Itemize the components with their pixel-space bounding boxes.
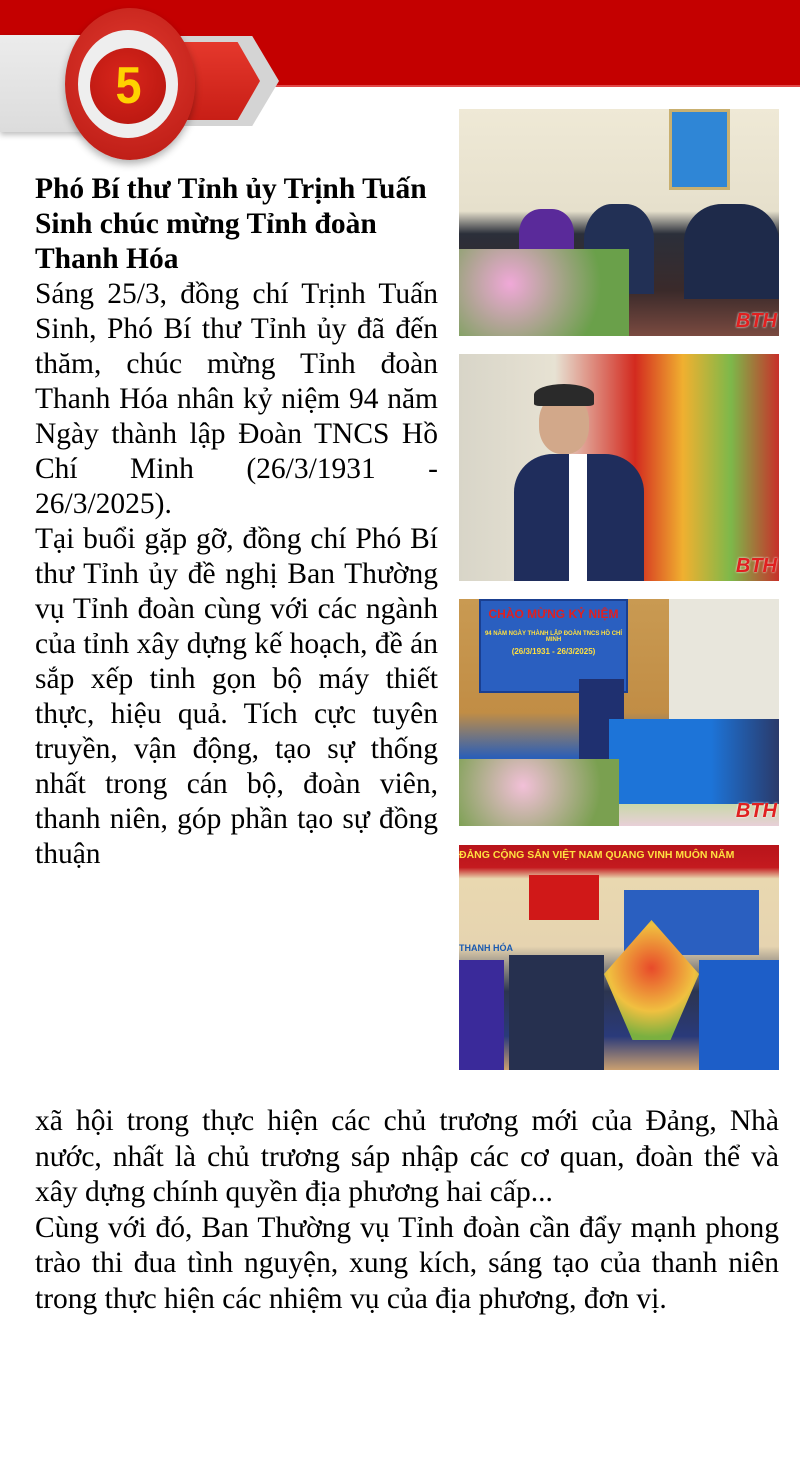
lotus-flowers: [459, 759, 619, 826]
lotus-flowers: [459, 249, 629, 336]
section-number-badge: [90, 48, 166, 124]
person-figures: [509, 955, 604, 1070]
article-paragraph: Cùng với đó, Ban Thường vụ Tỉnh đoàn cần đẩy mạnh phong trào thi đua tình nguyện, xung kích, sáng tạo của thanh niên trong thực hiện các nhiệm vụ của địa phương, đơn vị.: [35, 1211, 779, 1315]
section-number: 5: [114, 57, 142, 115]
photo-meeting-table: [459, 109, 779, 336]
photo-youth-meeting: [459, 599, 779, 826]
thanh-hoa-label: THANH HÓA: [459, 943, 513, 953]
youth-members: [609, 719, 779, 804]
watermark: BTH: [735, 555, 777, 577]
article-paragraph: xã hội trong thực hiện các chủ trương mới của Đảng, Nhà nước, nhất là chủ trương sáp nhập các cơ quan, đoàn thể và xây dựng chính quyền địa phương hai cấp...: [35, 1105, 779, 1208]
photo-official-flowers: [459, 354, 779, 581]
commemoration-banner: CHÀO MỪNG KỶ NIỆM 94 NĂM NGÀY THÀNH LẬP ĐOÀN TNCS HỒ CHÍ MINH (26/3/1931 - 26/3/2025): [479, 599, 628, 693]
article-paragraph: Sáng 25/3, đồng chí Trịnh Tuấn Sinh, Phó Bí thư Tỉnh ủy đã đến thăm, chúc mừng Tỉnh đoàn Thanh Hóa nhân kỷ niệm 94 năm Ngày thành lập Đoàn TNCS Hồ Chí Minh (26/3/1931 - 26/3/2025).: [35, 278, 438, 520]
youth-members: [699, 960, 779, 1070]
party-banner: ĐẢNG CỘNG SẢN VIỆT NAM QUANG VINH MUÔN NĂM: [459, 849, 735, 861]
flag: [529, 875, 599, 920]
article-continuation: [35, 1104, 779, 1317]
watermark: BTH: [735, 310, 777, 332]
article-column: [35, 172, 438, 872]
person-figure: [684, 204, 779, 299]
photo-flower-presentation: [459, 845, 779, 1070]
article-paragraph: Tại buổi gặp gỡ, đồng chí Phó Bí thư Tỉnh ủy đề nghị Ban Thường vụ Tỉnh đoàn cùng với các ngành của tỉnh xây dựng kế hoạch, đề án sắp xếp tinh gọn bộ máy thiết thực, hiệu quả. Tích cực tuyên truyền, vận động, tạo sự thống nhất trong cán bộ, đoàn viên, thanh niên, góp phần tạo sự đồng thuận: [35, 523, 438, 870]
wall-poster: [669, 109, 730, 190]
person-figure: [459, 960, 504, 1070]
watermark: BTH: [735, 800, 777, 822]
shirt: [569, 454, 587, 581]
article-title: Phó Bí thư Tỉnh ủy Trịnh Tuấn Sinh chúc mừng Tỉnh đoàn Thanh Hóa: [35, 173, 427, 275]
person-hair: [534, 384, 594, 406]
